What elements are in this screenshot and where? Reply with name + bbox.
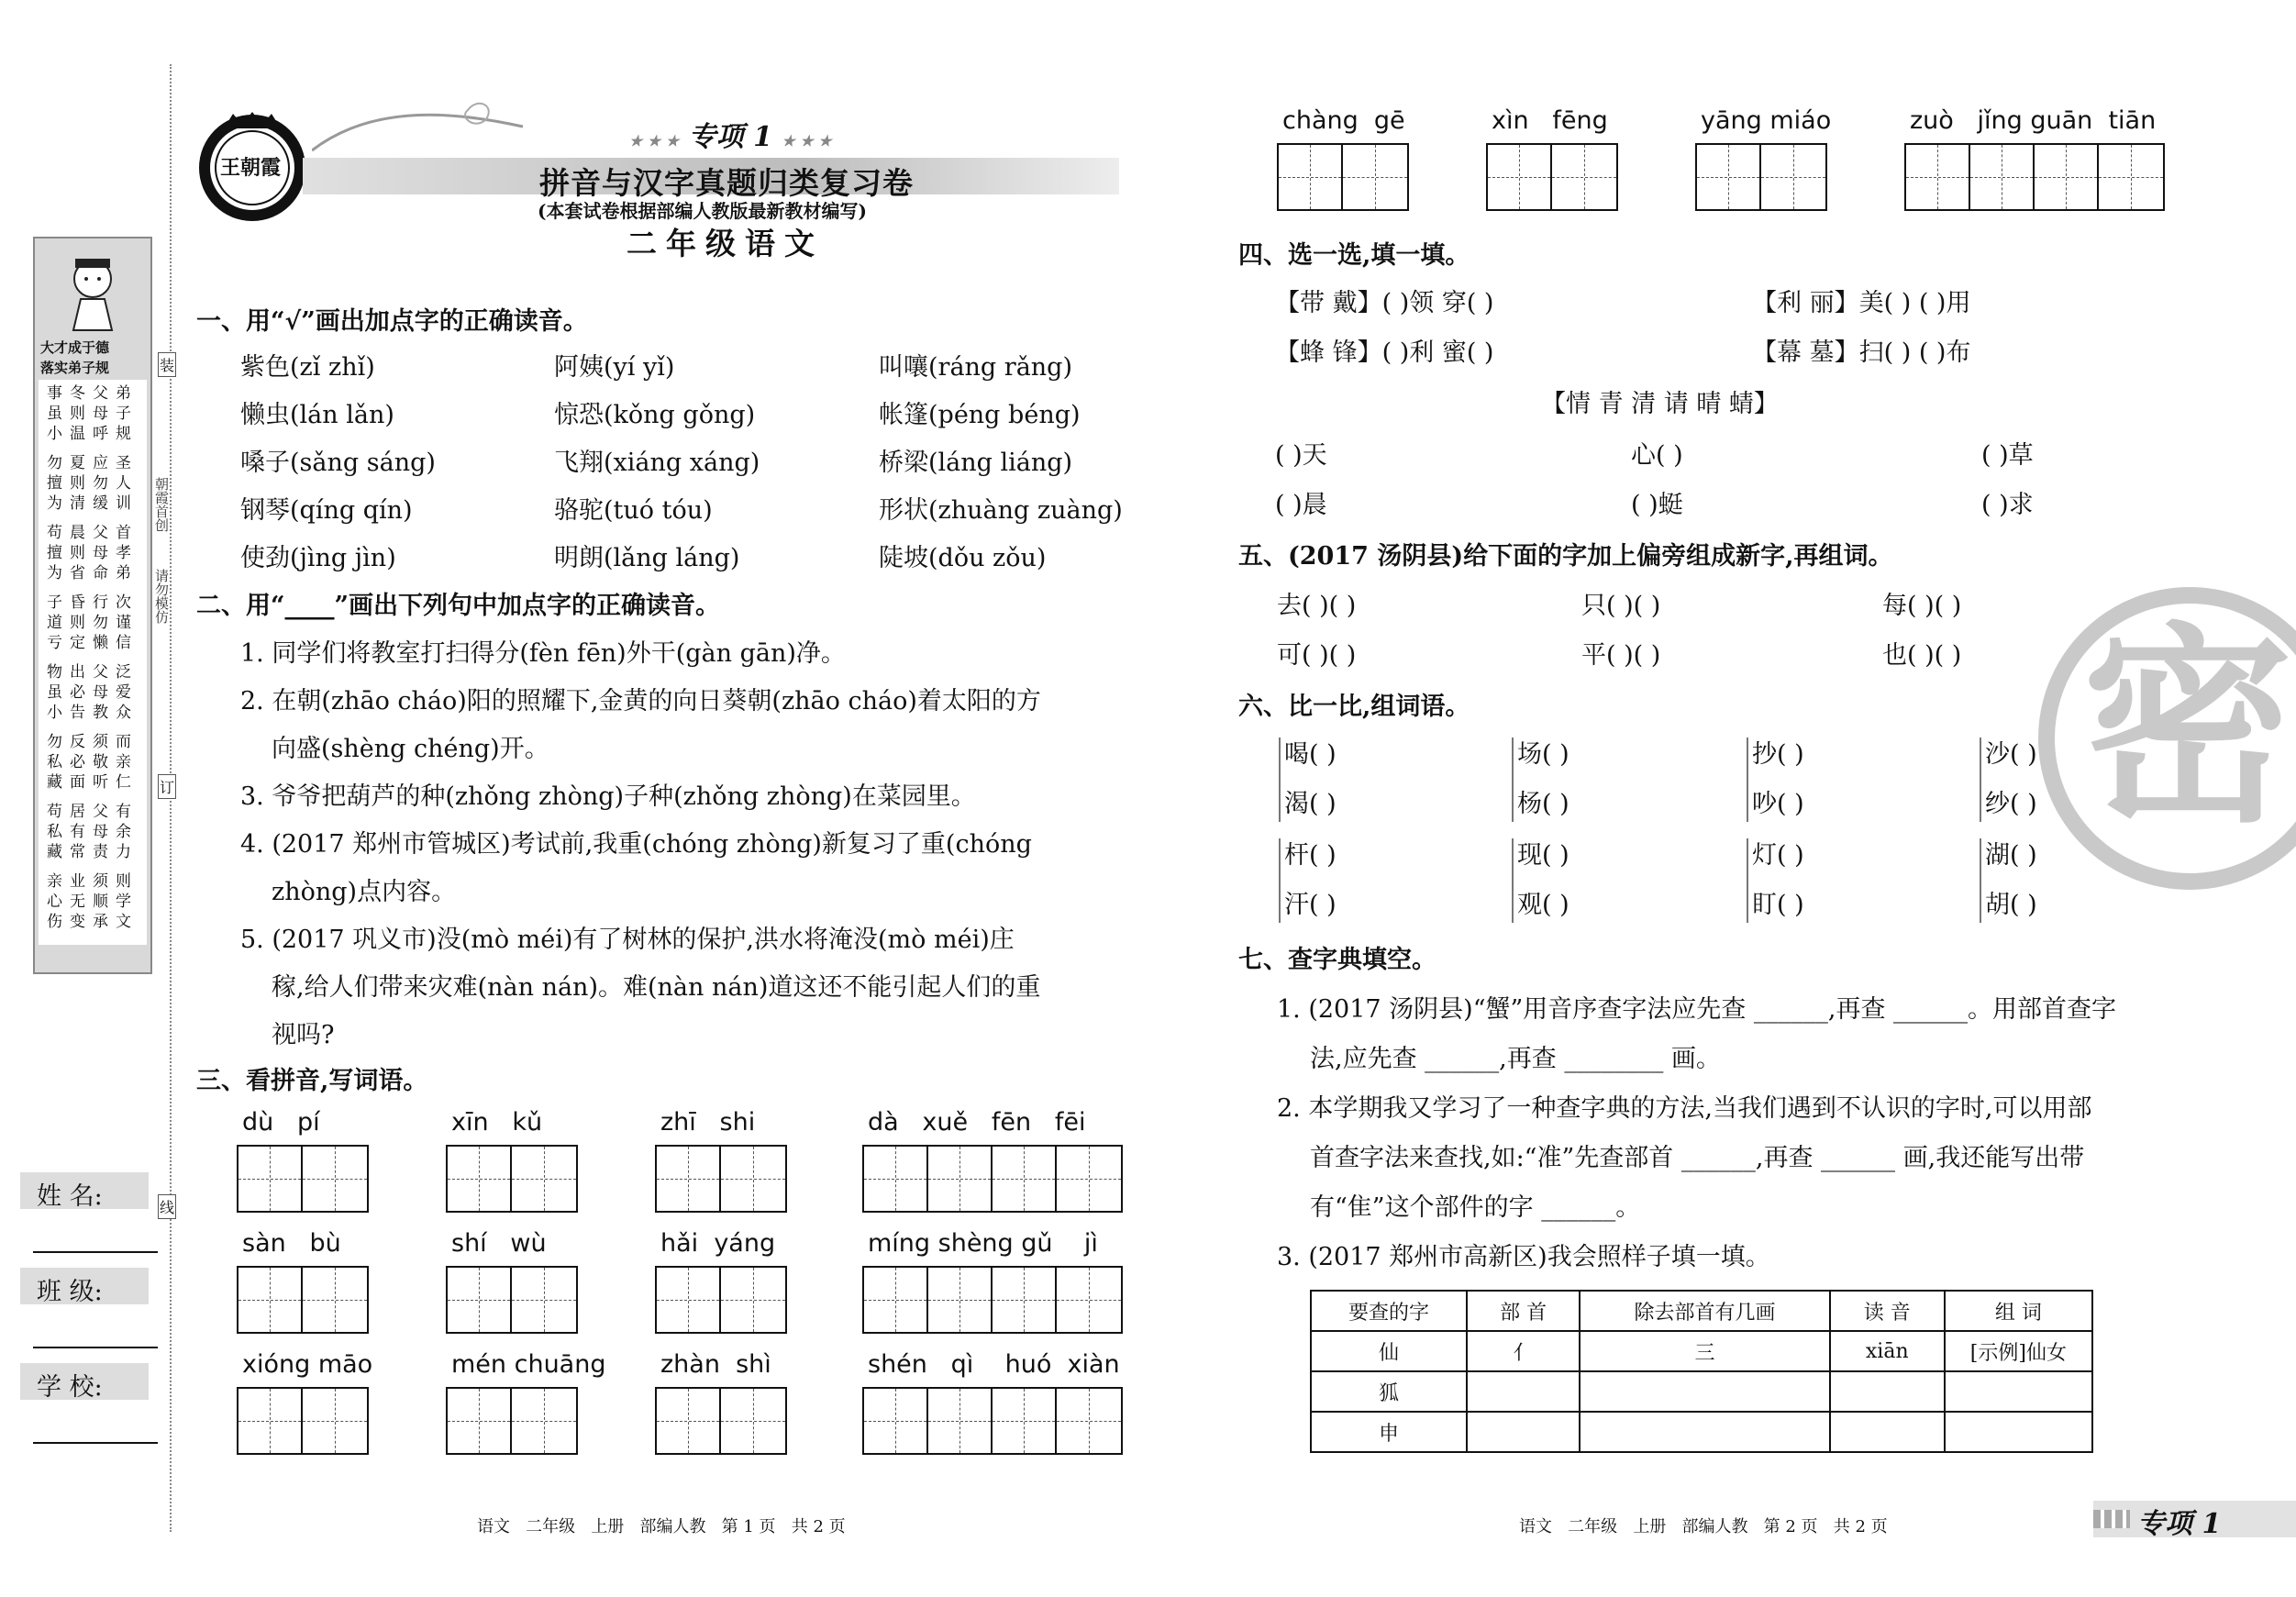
section-4-row1-b: 【利 丽】美( ) ( )用 [1752,289,1971,317]
writing-cell[interactable] [448,1268,512,1332]
grade-title: 二年级语文 [627,226,824,261]
reading-item: 使劲(jìng jìn) [240,544,396,572]
table-cell[interactable] [1830,1412,1945,1452]
section-5-row2-c: 也( )( ) [1882,641,1962,670]
poem-line: 苟晨父首 [47,524,139,542]
reading-item: 桥梁(láng liáng) [879,449,1073,477]
pinyin-label: xīn kǔ [451,1108,543,1137]
writing-grid[interactable] [1695,143,1827,211]
writing-cell[interactable] [928,1389,993,1453]
school-label: 学 校: [37,1373,103,1402]
group-bracket [1279,738,1281,822]
pinyin-label: dù pí [242,1108,320,1137]
table-cell[interactable] [1945,1371,2092,1412]
sentence-line: 稼,给人们带来灾难(nàn nán)。难(nàn nán)道这还不能引起人们的重 [272,973,1041,1002]
group-bracket [1512,838,1514,923]
section-1-title: 一、用“√”画出加点字的正确读音。 [196,307,588,336]
pinyin-label: zhī shi [660,1108,756,1137]
poem-line: 亏定懒信 [47,634,139,652]
writing-cell[interactable] [238,1268,303,1332]
reading-item: 阿姨(yí yǐ) [554,353,675,382]
writing-cell[interactable] [721,1389,785,1453]
compare-item: 抄( ) [1752,740,1804,769]
poem-line: 心无顺学 [47,893,139,911]
brand-logo [196,112,308,224]
section-5-title: 五、(2017 汤阴县)给下面的字加上偏旁组成新字,再组词。 [1238,542,1893,571]
pinyin-label: xìn fēng [1492,106,1608,135]
table-cell: 亻 [1467,1331,1580,1371]
section-5-row2-b: 平( )( ) [1581,641,1661,670]
writing-cell[interactable] [512,1389,576,1453]
table-cell: 申 [1311,1412,1467,1452]
reading-item: 形状(zhuàng zuàng) [879,496,1123,525]
section-4-fill2-c: ( )求 [1981,491,2034,519]
class-label: 班 级: [37,1278,103,1306]
writing-grid[interactable] [446,1387,578,1455]
section-4-fill1-a: ( )天 [1275,441,1327,470]
cut-mark-2: 订 [158,774,176,799]
writing-cell[interactable] [993,1389,1057,1453]
section-4-row2-a: 【蜂 锋】( )利 蜜( ) [1275,338,1494,367]
writing-cell[interactable] [657,1389,721,1453]
poem-line: 虽必母爱 [47,683,139,702]
name-field[interactable] [33,1249,158,1253]
group-bracket [1747,738,1748,822]
lookup-table [1310,1290,2093,1453]
poem-line: 擅则勿人 [47,474,139,493]
writing-cell[interactable] [1343,145,1407,209]
sentence-line: 视吗? [272,1021,335,1049]
reading-item: 飞翔(xiáng xáng) [554,449,760,477]
lookup-line: 法,应先查 ______,再查 ________ 画。 [1310,1045,1721,1073]
reading-item: 嗓子(sǎng sáng) [240,449,436,477]
section-4-choices: 【情 青 清 请 晴 蜻】 [1541,390,1779,418]
table-cell: xiān [1830,1331,1945,1371]
poem-line: 子昏行次 [47,593,139,612]
section-6-title: 六、比一比,组词语。 [1238,693,1470,721]
side-label-1: 朝霞首创 [153,477,170,532]
writing-cell[interactable] [238,1147,303,1211]
group-bracket [1512,738,1514,822]
poem-line: 伤变承文 [47,913,139,931]
writing-cell[interactable] [1697,145,1761,209]
writing-cell[interactable] [928,1268,993,1332]
scholar-figure-icon [62,251,123,332]
group-bracket [1980,738,1981,822]
section-4-row2-b: 【幕 墓】扫( ) ( )布 [1752,338,1971,367]
page-subtitle: (本套试卷根据部编人教版最新教材编写) [538,200,867,222]
writing-grid[interactable] [1904,143,2165,211]
poem-line: 勿反须而 [47,733,139,751]
table-row [1311,1371,2092,1412]
writing-grid[interactable] [237,1266,369,1334]
ribbon-decoration [312,99,532,154]
writing-cell[interactable] [512,1268,576,1332]
poem-line: 事冬父弟 [47,384,139,403]
table-row [1311,1412,2092,1452]
lookup-line: 2. 本学期我又学习了一种查字典的方法,当我们遇到不认识的字时,可以用部 [1277,1094,2092,1123]
corner-squares-icon [2093,1510,2130,1528]
section-5-row1-b: 只( )( ) [1581,592,1661,620]
sentence-line: 3. 爷爷把葫芦的种(zhǒng zhòng)子种(zhǒng zhòng)在菜园里。 [240,782,976,811]
compare-item: 渴( ) [1284,790,1337,818]
pinyin-label: xióng māo [242,1350,373,1379]
section-7-title: 七、查字典填空。 [1238,946,1436,974]
pinyin-label: zuò jǐng guān tiān [1910,106,2157,135]
group-bracket [1980,838,1981,923]
reading-item: 骆驼(tuó tóu) [554,496,713,525]
page-title: 拼音与汉字真题归类复习卷 [539,165,914,201]
reading-item: 钢琴(qíng qín) [240,496,413,525]
motto-top: 大才成于德 [40,339,110,356]
table-header-cell: 组 词 [1945,1291,2092,1331]
reading-item: 帐篷(péng béng) [879,401,1081,429]
writing-cell[interactable] [1552,145,1616,209]
writing-cell[interactable] [2099,145,2163,209]
reading-item: 懒虫(lán lǎn) [240,401,394,429]
compare-item: 吵( ) [1752,790,1804,818]
secret-stamp [2038,587,2296,890]
writing-cell[interactable] [657,1268,721,1332]
writing-grid[interactable] [655,1387,787,1455]
writing-cell[interactable] [2035,145,2099,209]
poem-line: 藏常责力 [47,843,139,861]
lookup-line: 1. (2017 汤阴县)“蟹”用音序查字法应先查 ______,再查 ______。用部首查字 [1277,995,2117,1024]
poem-line: 私必敬亲 [47,753,139,771]
table-cell[interactable] [1467,1412,1580,1452]
writing-cell[interactable] [864,1147,928,1211]
writing-grid[interactable] [862,1145,1123,1213]
writing-cell[interactable] [238,1389,303,1453]
table-cell[interactable] [1945,1412,2092,1452]
table-row [1311,1331,2092,1371]
table-header-cell: 除去部首有几画 [1580,1291,1829,1331]
writing-cell[interactable] [928,1147,993,1211]
compare-item: 喝( ) [1284,740,1337,769]
lookup-line: 3. (2017 郑州市高新区)我会照样子填一填。 [1277,1243,1770,1271]
writing-cell[interactable] [303,1147,367,1211]
secret-stamp-text: 密 [2082,604,2294,851]
table-cell: 仙 [1311,1331,1467,1371]
pinyin-label: míng shèng gǔ jì [868,1229,1098,1258]
footer-left: 语文 二年级 上册 部编人教 第 1 页 共 2 页 [477,1517,846,1536]
sentence-line: 5. (2017 巩义市)没(mò méi)有了树林的保护,洪水将淹没(mò méi)庄 [240,926,1015,954]
section-4-fill1-c: ( )草 [1981,441,2034,470]
writing-cell[interactable] [512,1147,576,1211]
table-header-cell: 要查的字 [1311,1291,1467,1331]
table-cell: 三 [1580,1331,1829,1371]
writing-grid[interactable] [237,1387,369,1455]
table-cell[interactable] [1467,1371,1580,1412]
group-bracket [1747,838,1748,923]
lookup-line: 首查字法来查找,如:“准”先查部首 ______,再查 ______ 画,我还能写出带 [1310,1144,2085,1172]
brand-logo-text: 王朝霞 [220,156,282,180]
pinyin-label: mén chuāng [451,1350,606,1379]
table-header-cell: 部 首 [1467,1291,1580,1331]
corner-label: 专项 1 [2137,1508,2222,1540]
table-cell: 狐 [1311,1371,1467,1412]
sentence-line: 4. (2017 郑州市管城区)考试前,我重(chóng zhòng)新复习了重(chóng [240,830,1032,859]
cut-mark-3: 线 [158,1194,176,1219]
compare-item: 场( ) [1517,740,1569,769]
pinyin-label: zhàn shì [660,1350,771,1379]
writing-cell[interactable] [303,1389,367,1453]
table-cell[interactable] [1580,1371,1829,1412]
star-icon: ★ ★ ★ [629,132,680,150]
writing-cell[interactable] [1970,145,2035,209]
poem-line: 苟居父有 [47,803,139,821]
reading-item: 紫色(zǐ zhǐ) [240,353,375,382]
section-3-title: 三、看拼音,写词语。 [196,1067,428,1095]
lookup-line: 有“隹”这个部件的字 ______。 [1310,1193,1641,1222]
sentence-line: 2. 在朝(zhāo cháo)阳的照耀下,金黄的向日葵朝(zhāo cháo)着太阳的方 [240,687,1041,715]
table-cell: [示例]仙女 [1945,1331,2092,1371]
sidebar-panel [33,237,152,974]
writing-cell[interactable] [1279,145,1343,209]
cut-mark-1: 装 [158,352,176,377]
reading-item: 陡坡(dǒu zǒu) [879,544,1047,572]
compare-item: 观( ) [1517,891,1569,919]
poem-line: 道则勿谨 [47,614,139,632]
poem-line: 亲业须则 [47,872,139,891]
poem-lines [39,380,147,945]
compare-item: 沙( ) [1985,740,2037,769]
poem-line: 小告教众 [47,704,139,722]
reading-item: 惊恐(kǒng gǒng) [554,401,756,429]
section-4-title: 四、选一选,填一填。 [1238,241,1470,270]
table-cell[interactable] [1580,1412,1829,1452]
compare-item: 胡( ) [1985,891,2037,919]
writing-cell[interactable] [993,1147,1057,1211]
writing-grid[interactable] [1277,143,1409,211]
poem-line: 勿夏应圣 [47,454,139,472]
poem-line: 为省命弟 [47,564,139,582]
writing-grid[interactable] [1486,143,1618,211]
poem-line: 虽则母子 [47,405,139,423]
section-4-row1-a: 【带 戴】( )领 穿( ) [1275,289,1494,317]
writing-grid[interactable] [446,1266,578,1334]
pinyin-label: yāng miáo [1701,106,1832,135]
reading-item: 明朗(lǎng láng) [554,544,740,572]
writing-cell[interactable] [1488,145,1552,209]
poem-line: 藏面听仁 [47,773,139,792]
section-2-title: 二、用“____”画出下列句中加点字的正确读音。 [196,592,721,620]
compare-item: 现( ) [1517,841,1569,870]
writing-cell[interactable] [448,1389,512,1453]
poem-line: 擅则母孝 [47,544,139,562]
poem-line: 物出父泛 [47,663,139,682]
writing-cell[interactable] [657,1147,721,1211]
table-header-cell: 读 音 [1830,1291,1945,1331]
pinyin-label: shén qì huó xiàn [868,1350,1120,1379]
writing-cell[interactable] [864,1268,928,1332]
writing-cell[interactable] [993,1268,1057,1332]
sentence-line: 1. 同学们将教室打扫得分(fèn fēn)外干(gàn gān)净。 [240,639,846,668]
writing-cell[interactable] [1906,145,1970,209]
section-4-fill1-b: 心( ) [1631,441,1683,470]
section-4-fill2-a: ( )晨 [1275,491,1327,519]
table-cell[interactable] [1830,1371,1945,1412]
writing-grid[interactable] [237,1145,369,1213]
writing-cell[interactable] [303,1268,367,1332]
pinyin-label: dà xuě fēn fēi [868,1108,1086,1137]
side-label-2: 请勿模仿 [153,569,170,624]
pinyin-label: shí wù [451,1229,547,1258]
name-label: 姓 名: [37,1182,103,1211]
compare-item: 纱( ) [1985,790,2037,818]
writing-cell[interactable] [1057,1268,1121,1332]
compare-item: 盯( ) [1752,891,1804,919]
reading-item: 叫嚷(ráng rǎng) [879,353,1073,382]
writing-grid[interactable] [862,1266,1123,1334]
writing-grid[interactable] [655,1145,787,1213]
class-field[interactable] [33,1345,158,1348]
compare-item: 杆( ) [1284,841,1337,870]
section-5-row2-a: 可( )( ) [1277,641,1357,670]
table-header-row [1311,1291,2092,1331]
pinyin-label: chàng gē [1282,106,1405,135]
poem-block [39,380,147,945]
writing-cell[interactable] [864,1389,928,1453]
writing-grid[interactable] [862,1387,1123,1455]
poem-line: 私有母余 [47,823,139,841]
compare-item: 湖( ) [1985,841,2037,870]
footer-right: 语文 二年级 上册 部编人教 第 2 页 共 2 页 [1519,1517,1888,1536]
compare-item: 汗( ) [1284,891,1337,919]
group-bracket [1279,838,1281,923]
pinyin-label: hǎi yáng [660,1229,776,1258]
compare-item: 灯( ) [1752,841,1804,870]
section-5-row1-c: 每( )( ) [1882,592,1962,620]
pinyin-label: sàn bù [242,1229,341,1258]
writing-cell[interactable] [448,1147,512,1211]
school-field[interactable] [33,1440,158,1444]
writing-cell[interactable] [721,1268,785,1332]
sentence-line: 向盛(shèng chéng)开。 [272,735,549,763]
writing-cell[interactable] [1057,1147,1121,1211]
series-label: ★ ★ ★ 专项 1 ★ ★ ★ [629,121,832,153]
writing-cell[interactable] [1057,1389,1121,1453]
section-5-row1-a: 去( )( ) [1277,592,1357,620]
sentence-line: zhòng)点内容。 [272,878,457,906]
section-4-fill2-b: ( )蜓 [1631,491,1683,519]
writing-cell[interactable] [1761,145,1825,209]
writing-grid[interactable] [655,1266,787,1334]
writing-grid[interactable] [446,1145,578,1213]
poem-line: 为清缓训 [47,494,139,513]
writing-cell[interactable] [721,1147,785,1211]
poem-line: 小温呼规 [47,425,139,443]
compare-item: 杨( ) [1517,790,1569,818]
star-icon: ★ ★ ★ [782,132,832,150]
motto-bottom: 落实弟子规 [40,360,110,376]
